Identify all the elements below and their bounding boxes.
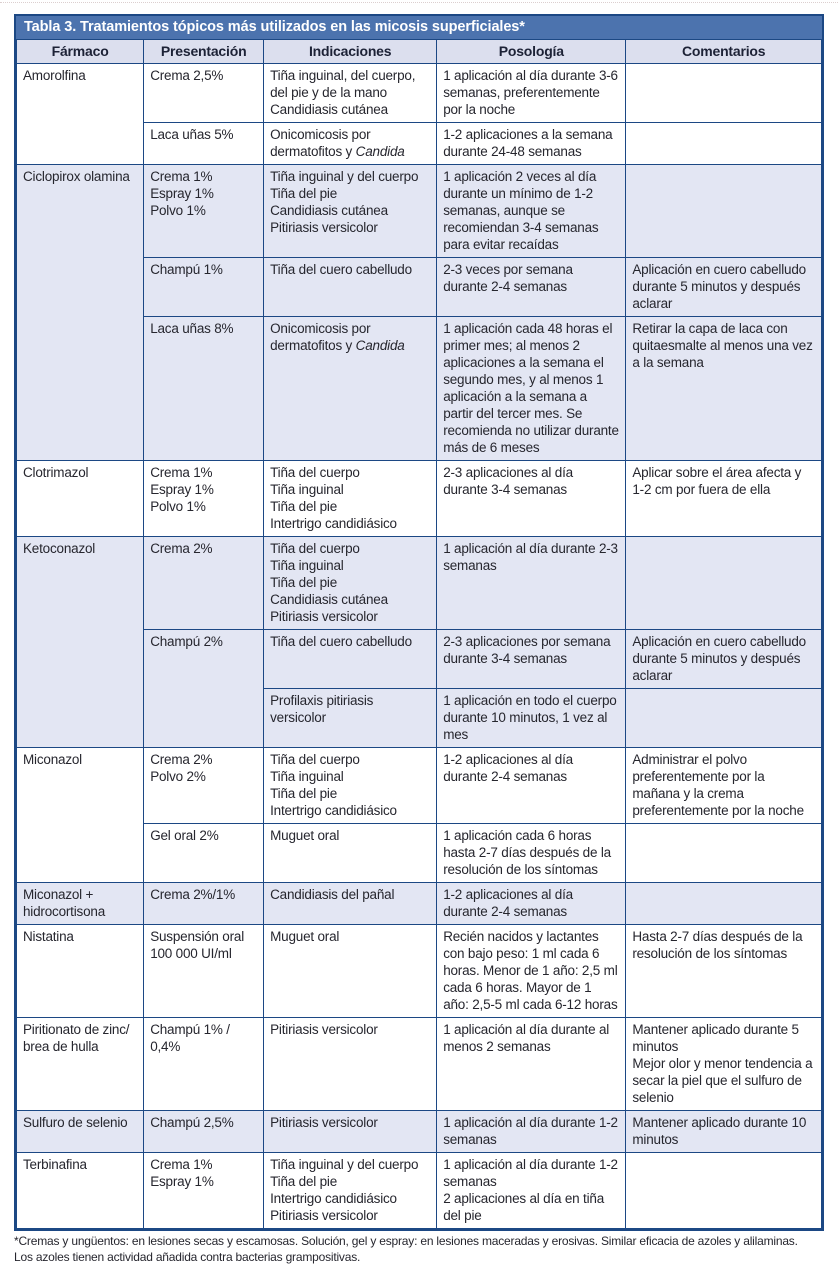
cell-posologia-line: 1 aplicación al día durante 3-6 semanas, preferentemente por la noche: [443, 67, 619, 118]
cell-presentacion-line: Laca uñas 8%: [150, 320, 257, 337]
cell-comentarios: [626, 461, 822, 537]
cell-indicaciones: [264, 123, 437, 165]
table-row: [17, 1153, 822, 1229]
column-header-presentacion: Presentación: [144, 40, 264, 64]
cell-presentacion-line: Polvo 1%: [150, 498, 257, 515]
cell-indicaciones: [264, 317, 437, 461]
cell-presentacion-line: Crema 2,5%: [150, 67, 257, 84]
cell-presentacion: [144, 461, 264, 537]
cell-presentacion: [144, 1153, 264, 1229]
cell-posologia: [437, 824, 626, 883]
cell-indicaciones: [264, 883, 437, 925]
cell-posologia-line: 1 aplicación cada 6 horas hasta 2-7 días después de la resolución de los síntomas: [443, 827, 619, 878]
cell-presentacion: [144, 258, 264, 317]
cell-indicaciones-line: Tiña del pie: [270, 1173, 430, 1190]
cell-farmaco: [17, 883, 144, 925]
cell-indicaciones-line: Tiña inguinal: [270, 481, 430, 498]
cell-comentarios: [626, 258, 822, 317]
column-header-indicaciones: Indicaciones: [264, 40, 437, 64]
cell-presentacion-line: Espray 1%: [150, 481, 257, 498]
cell-comentarios-line: Retirar la capa de laca con quitaesmalte al menos una vez a la semana: [632, 320, 815, 371]
cell-farmaco-line: Miconazol + hidrocortisona: [23, 886, 137, 920]
table-row: [17, 883, 822, 925]
cell-farmaco: [17, 537, 144, 748]
cell-farmaco-line: Clotrimazol: [23, 464, 137, 481]
cell-posologia-line: 1 aplicación en todo el cuerpo durante 10 minutos, 1 vez al mes: [443, 692, 619, 743]
cell-presentacion-line: Polvo 1%: [150, 202, 257, 219]
header-row: [17, 40, 822, 64]
cell-comentarios-line: Aplicación en cuero cabelludo durante 5 minutos y después aclarar: [632, 633, 815, 684]
cell-presentacion: [144, 925, 264, 1018]
text: Onicomicosis por dermatofitos y: [270, 321, 370, 353]
cell-indicaciones-line: Tiña inguinal: [270, 557, 430, 574]
cell-presentacion-line: 0,4%: [150, 1038, 257, 1055]
cell-indicaciones-line: Tiña del pie: [270, 185, 430, 202]
cell-posologia-line: 1-2 aplicaciones a la semana durante 24-48 semanas: [443, 126, 619, 160]
cell-presentacion-line: Espray 1%: [150, 1173, 257, 1190]
cell-posologia-line: 2-3 aplicaciones al día durante 3-4 semanas: [443, 464, 619, 498]
cell-presentacion-line: Crema 2%: [150, 751, 257, 768]
cell-indicaciones-line: Tiña del cuerpo: [270, 751, 430, 768]
treatments-table: [16, 39, 822, 1229]
cell-comentarios-line: Aplicar sobre el área afecta y 1-2 cm por fuera de ella: [632, 464, 815, 498]
footnote-line: *Cremas y ungüentos: en lesiones secas y escamosas. Solución, gel y espray: en lesiones maceradas y erosivas. Similar eficacia de azoles y alilaminas.: [14, 1234, 824, 1250]
cell-presentacion-line: Crema 2%/1%: [150, 886, 257, 903]
cell-farmaco-line: Terbinafina: [23, 1156, 137, 1173]
cell-posologia: [437, 461, 626, 537]
footnote-line: Los azoles tienen actividad añadida contra bacterias grampositivas.: [14, 1250, 824, 1265]
cell-posologia: [437, 925, 626, 1018]
cell-indicaciones-line: Candidiasis cutánea: [270, 101, 430, 118]
cell-farmaco-line: Sulfuro de selenio: [23, 1114, 137, 1131]
table-row: [17, 1111, 822, 1153]
cell-posologia-line: 1 aplicación al día durante al menos 2 semanas: [443, 1021, 619, 1055]
cell-farmaco-line: Nistatina: [23, 928, 137, 945]
cell-presentacion-line: Gel oral 2%: [150, 827, 257, 844]
treatments-table-frame: [14, 14, 824, 1231]
cell-farmaco: [17, 1111, 144, 1153]
table-footnote: [14, 1234, 824, 1265]
cell-farmaco: [17, 64, 144, 165]
cell-presentacion-line: Champú 2,5%: [150, 1114, 257, 1131]
cell-presentacion-line: Champú 2%: [150, 633, 257, 650]
cell-posologia: [437, 64, 626, 123]
text: Onicomicosis por dermatofitos y: [270, 127, 370, 159]
cell-comentarios: [626, 630, 822, 689]
cell-indicaciones: [264, 64, 437, 123]
cell-posologia: [437, 883, 626, 925]
cell-presentacion-line: Champú 1% /: [150, 1021, 257, 1038]
cell-comentarios: [626, 1018, 822, 1111]
cell-indicaciones: [264, 1153, 437, 1229]
cell-indicaciones-line: [270, 126, 430, 160]
cell-indicaciones-line: Pitiriasis versicolor: [270, 608, 430, 625]
cell-posologia: [437, 630, 626, 689]
cell-presentacion-line: Crema 2%: [150, 540, 257, 557]
cell-indicaciones-line: Pitiriasis versicolor: [270, 1207, 430, 1224]
cell-indicaciones: [264, 689, 437, 748]
cell-indicaciones-line: Muguet oral: [270, 827, 430, 844]
table-row: [17, 1018, 822, 1111]
cell-comentarios: [626, 925, 822, 1018]
cell-comentarios: [626, 748, 822, 824]
cell-indicaciones-line: Tiña inguinal y del cuerpo: [270, 168, 430, 185]
cell-indicaciones-line: Tiña del pie: [270, 574, 430, 591]
table-row: [17, 925, 822, 1018]
cell-comentarios: [626, 824, 822, 883]
cell-presentacion-line: Crema 1%: [150, 1156, 257, 1173]
cell-farmaco-line: Amorolfina: [23, 67, 137, 84]
cell-indicaciones-line: Tiña inguinal: [270, 768, 430, 785]
cell-presentacion: [144, 883, 264, 925]
cell-indicaciones: [264, 748, 437, 824]
cell-indicaciones: [264, 1111, 437, 1153]
cell-presentacion-line: 100 000 UI/ml: [150, 945, 257, 962]
cell-presentacion: [144, 537, 264, 630]
cell-farmaco-line: Ciclopirox olamina: [23, 168, 137, 185]
page-edge-line: [0, 2, 838, 3]
cell-indicaciones-line: [270, 320, 430, 354]
cell-presentacion: [144, 165, 264, 258]
cell-posologia: [437, 748, 626, 824]
cell-indicaciones-line: Intertrigo candidiásico: [270, 802, 430, 819]
cell-indicaciones-line: Tiña del pie: [270, 785, 430, 802]
table-row: [17, 165, 822, 258]
cell-posologia: [437, 689, 626, 748]
cell-indicaciones: [264, 824, 437, 883]
cell-indicaciones-line: Pitiriasis versicolor: [270, 1114, 430, 1131]
cell-presentacion-line: Suspensión oral: [150, 928, 257, 945]
cell-posologia-line: 1 aplicación 2 veces al día durante un mínimo de 1-2 semanas, aunque se recomiendan 3-4 semanas para evitar recaídas: [443, 168, 619, 253]
cell-presentacion: [144, 748, 264, 824]
cell-indicaciones-line: Candidiasis cutánea: [270, 591, 430, 608]
cell-comentarios-line: Mejor olor y menor tendencia a secar la piel que el sulfuro de selenio: [632, 1055, 815, 1106]
cell-comentarios: [626, 1153, 822, 1229]
cell-presentacion-line: Crema 1%: [150, 168, 257, 185]
cell-posologia-line: Recién nacidos y lactantes con bajo peso: 1 ml cada 6 horas. Menor de 1 año: 2,5 ml cada 6 horas. Mayor de 1 año: 2,5-5 ml cada 6-12 horas: [443, 928, 619, 1013]
cell-posologia-line: 1 aplicación cada 48 horas el primer mes; al menos 2 aplicaciones a la semana el segundo mes, y al menos 1 aplicación a la semana a partir del tercer mes. Se recomienda no utilizar durante más de 6 meses: [443, 320, 619, 456]
cell-farmaco-line: Miconazol: [23, 751, 137, 768]
cell-farmaco-line: Ketoconazol: [23, 540, 137, 557]
cell-indicaciones-line: Intertrigo candidiásico: [270, 515, 430, 532]
cell-farmaco: [17, 748, 144, 883]
cell-comentarios: [626, 689, 822, 748]
cell-posologia: [437, 1111, 626, 1153]
cell-farmaco: [17, 165, 144, 461]
cell-presentacion: [144, 1111, 264, 1153]
cell-indicaciones-line: Intertrigo candidiásico: [270, 1190, 430, 1207]
cell-comentarios-line: Aplicación en cuero cabelludo durante 5 minutos y después aclarar: [632, 261, 815, 312]
cell-posologia: [437, 317, 626, 461]
italic-text: Candida: [356, 338, 405, 353]
cell-indicaciones-line: Tiña inguinal, del cuerpo, del pie y de la mano: [270, 67, 430, 101]
cell-presentacion: [144, 1018, 264, 1111]
cell-indicaciones-line: Tiña del cuerpo: [270, 540, 430, 557]
cell-indicaciones-line: Tiña del cuerpo: [270, 464, 430, 481]
cell-comentarios-line: Hasta 2-7 días después de la resolución de los síntomas: [632, 928, 815, 962]
cell-indicaciones-line: Tiña del pie: [270, 498, 430, 515]
cell-posologia-line: 2-3 veces por semana durante 2-4 semanas: [443, 261, 619, 295]
cell-comentarios: [626, 64, 822, 123]
cell-presentacion: [144, 630, 264, 748]
cell-posologia-line: 1 aplicación al día durante 2-3 semanas: [443, 540, 619, 574]
cell-comentarios: [626, 537, 822, 630]
table-row: [17, 64, 822, 123]
cell-indicaciones-line: Tiña del cuero cabelludo: [270, 261, 430, 278]
cell-farmaco: [17, 461, 144, 537]
table-body: [17, 64, 822, 1229]
cell-indicaciones-line: Tiña del cuero cabelludo: [270, 633, 430, 650]
cell-presentacion-line: Laca uñas 5%: [150, 126, 257, 143]
cell-presentacion: [144, 123, 264, 165]
cell-farmaco: [17, 1153, 144, 1229]
cell-comentarios: [626, 1111, 822, 1153]
cell-presentacion: [144, 64, 264, 123]
table-row: [17, 537, 822, 630]
cell-indicaciones-line: Candidiasis cutánea: [270, 202, 430, 219]
cell-presentacion-line: Polvo 2%: [150, 768, 257, 785]
table-title: Tabla 3. Tratamientos tópicos más utilizados en las micosis superficiales*: [16, 16, 822, 39]
table-row: [17, 748, 822, 824]
cell-farmaco: [17, 1018, 144, 1111]
cell-indicaciones-line: Muguet oral: [270, 928, 430, 945]
cell-posologia: [437, 258, 626, 317]
cell-indicaciones: [264, 165, 437, 258]
cell-presentacion-line: Crema 1%: [150, 464, 257, 481]
treatments-table-container: [14, 14, 824, 1265]
column-header-farmaco: Fármaco: [17, 40, 144, 64]
italic-text: Candida: [356, 144, 405, 159]
cell-presentacion-line: Espray 1%: [150, 185, 257, 202]
cell-comentarios-line: Administrar el polvo preferentemente por la mañana y la crema preferentemente por la noche: [632, 751, 815, 819]
cell-comentarios: [626, 165, 822, 258]
table-row: [17, 461, 822, 537]
cell-presentacion: [144, 824, 264, 883]
cell-indicaciones-line: Candidiasis del pañal: [270, 886, 430, 903]
cell-comentarios: [626, 123, 822, 165]
cell-posologia: [437, 1018, 626, 1111]
cell-posologia: [437, 165, 626, 258]
cell-comentarios-line: Mantener aplicado durante 10 minutos: [632, 1114, 815, 1148]
column-header-posologia: Posología: [437, 40, 626, 64]
cell-posologia-line: 1-2 aplicaciones al día durante 2-4 semanas: [443, 886, 619, 920]
column-header-comentarios: Comentarios: [626, 40, 822, 64]
cell-comentarios: [626, 317, 822, 461]
cell-posologia-line: 2-3 aplicaciones por semana durante 3-4 semanas: [443, 633, 619, 667]
cell-indicaciones: [264, 630, 437, 689]
cell-indicaciones: [264, 925, 437, 1018]
cell-farmaco: [17, 925, 144, 1018]
cell-indicaciones: [264, 258, 437, 317]
cell-posologia-line: 1 aplicación al día durante 1-2 semanas: [443, 1156, 619, 1190]
cell-farmaco-line: Piritionato de zinc/ brea de hulla: [23, 1021, 137, 1055]
cell-comentarios: [626, 883, 822, 925]
cell-indicaciones: [264, 1018, 437, 1111]
cell-indicaciones-line: Pitiriasis versicolor: [270, 219, 430, 236]
cell-posologia: [437, 537, 626, 630]
cell-indicaciones: [264, 537, 437, 630]
cell-presentacion: [144, 317, 264, 461]
cell-presentacion-line: Champú 1%: [150, 261, 257, 278]
cell-posologia: [437, 1153, 626, 1229]
cell-posologia-line: 2 aplicaciones al día en tiña del pie: [443, 1190, 619, 1224]
cell-indicaciones: [264, 461, 437, 537]
cell-indicaciones-line: Pitiriasis versicolor: [270, 1021, 430, 1038]
cell-posologia-line: 1-2 aplicaciones al día durante 2-4 semanas: [443, 751, 619, 785]
cell-posologia-line: 1 aplicación al día durante 1-2 semanas: [443, 1114, 619, 1148]
cell-indicaciones-line: Tiña inguinal y del cuerpo: [270, 1156, 430, 1173]
cell-indicaciones-line: Profilaxis pitiriasis versicolor: [270, 692, 430, 726]
cell-posologia: [437, 123, 626, 165]
cell-comentarios-line: Mantener aplicado durante 5 minutos: [632, 1021, 815, 1055]
